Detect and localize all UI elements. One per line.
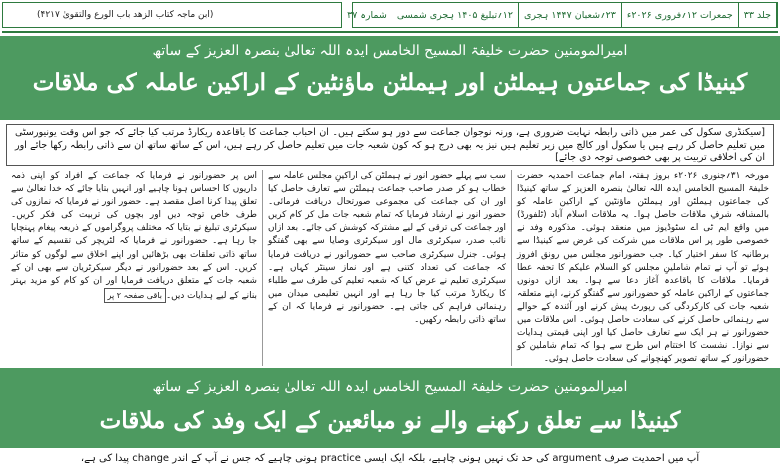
- second-article-lead-line: آپ میں احمدیت صرف argument کی حد تک نہیں ہونی چاہیے، بلکہ ایک ایسی practice ہونی چاہیے کہ جس نے آپ کے اندر change پیدا کی ہے،: [0, 448, 780, 470]
- issue-volume: جلد ۳۳: [739, 3, 777, 27]
- continued-on-page-link[interactable]: باقی صفحہ ۲ پر: [104, 288, 166, 303]
- article-column-left: [6, 170, 262, 366]
- hadith-reference-box: [2, 2, 342, 28]
- issue-number: شمارہ ۳۷: [347, 9, 387, 21]
- issue-date-hijri: ۲۳؍شعبان ۱۴۴۷ ہجری: [519, 3, 622, 27]
- article-headline-banner: [0, 36, 780, 120]
- issue-date-hijri-shamsi: ۱۲؍تبلیغ ۱۴۰۵ ہجری شمسی: [392, 3, 519, 27]
- headline-kicker: امیرالمومنین حضرت خلیفۃ المسیح الخامس ایدہ اللہ تعالیٰ بنصرہ العزیز کے ساتھ: [152, 379, 628, 395]
- column-text: سب سے پہلے حضور انور نے ہیملٹن کی اراکینِ مجلس عاملہ سے خطاب ہو کر صدر صاحب جماعت ہیملٹن سے تعارف حاصل کیا اور ان کی جماعت کی مجموعی صورتحال دریافت فرمائی۔ حضور انور نے ارشاد فرمایا کہ تمام شعبہ جات مل کر کام کریں اور جماعت کی ترقی کے لیے مشترکہ کوشش کی جائے۔ بعد ازاں نائب صدر، سیکرٹری مال اور سیکرٹری وصایا سے بھی گفتگو ہوئی۔ جنرل سیکرٹری صاحب سے حضورانور نے دریافت فرمایا کہ جماعت کی تعداد کتنی ہے اور نماز سینٹر کہاں ہے۔ سیکرٹری تعلیم نے عرض کیا کہ شعبہ تعلیم کی طرف سے طلباء کا ریکارڈ مرتب کیا جا رہا ہے اور انہیں تعلیمی میدان میں رہنمائی فراہم کی جاتی ہے۔ حضورانور نے فرمایا کہ ان کے ساتھ ذاتی رابطہ رکھیں۔: [268, 171, 506, 326]
- column-text: مورخہ ۳۱؍جنوری ۲۰۲۶ء بروز ہفتہ، امام جماعت احمدیہ حضرت خلیفۃ المسیح الخامس ایدہ اللہ تعالیٰ بنصرہ العزیز کے ساتھ کینیڈا کی جماعتوں ہیملٹن اور ہیملٹن ماؤنٹین کے اراکین عاملہ کو بالمشافہ شرفِ ملاقات حاصل ہوا۔ یہ ملاقات اسلام آباد (ٹلفورڈ) میں واقع ایم ٹی اے سٹوڈیوز میں منعقد ہوئی۔ مذکورہ وفد نے خصوصی طور پر اس ملاقات میں شرکت کی غرض سے کینیڈا سے برطانیہ کا سفر اختیار کیا۔ جب حضورانور مجلس میں رونق افروز ہوئے تو آپ نے تمام شاملینِ مجلس کو السلام علیکم کا تحفہ عطا فرمایا۔ ملاقات کا باقاعدہ آغاز دعا سے ہوا۔ بعد ازاں دونوں جماعتوں کے اراکین عاملہ کو حضورانور سے گفتگو کرنے، اپنے متعلقہ شعبہ جات کی کارکردگی کی رپورٹ پیش کرنے اور آئندہ کے حوالے سے رہنمائی حاصل کرنے کی سعادت حاصل ہوئی۔ اس ملاقات میں حضورانور نے ہر ایک سے تعارف حاصل کیا اور اپنی قیمتی ہدایات سے نوازا۔ نشست کا اختتام اس طرح سے ہوا کہ تمام شاملین کو حضورانور کے ساتھ تصویر کھنچوانے کی سعادت حاصل ہوئی۔: [517, 171, 769, 365]
- issue-info-bar: [347, 2, 778, 28]
- intro-summary-box: [سیکنڈری سکول کی عمر میں ذاتی رابطہ نہایت ضروری ہے، ورنہ نوجوان جماعت سے دور ہو سکتے ہیں۔ ان احباب جماعت کا باقاعدہ ریکارڈ مرتب کیا جائے کہ جو اس وقت یونیورسٹی میں تعلیم حاصل کر رہے ہیں یا سکول اور کالج میں زیر تعلیم ہیں نیز یہ بھی درج ہو کہ کون شعبہ جات میں تعلیم حاصل کر رہے ہیں، اس کے ساتھ ساتھ ان سے ذاتی رابطہ رکھا جائے اور ان کی اخلاقی تربیت پر بھی خصوصی توجہ دی جائے]: [6, 124, 774, 166]
- hadith-reference: (ابن ماجہ کتاب الزھد باب الورع والتقویٰ ۴۲۱۷): [37, 10, 214, 20]
- headline-title: کینیڈا سے تعلق رکھنے والے نو مبائعین کے ایک وفد کی ملاقات: [99, 407, 681, 434]
- masthead: [0, 0, 780, 34]
- article-columns: [6, 170, 774, 366]
- column-text: [11, 170, 257, 303]
- issue-date-gregorian: جمعرات ۱۲؍فروری ۲۰۲۶ء: [622, 3, 739, 27]
- headline-title: کینیڈا کی جماعتوں ہیملٹن اور ہیملٹن ماؤنٹین کے اراکین عاملہ کی ملاقات: [32, 69, 748, 96]
- article-column-right: [512, 170, 774, 366]
- article-column-middle: [262, 170, 512, 366]
- masthead-rule: [2, 31, 778, 33]
- column-text-body: اس پر حضورانور نے فرمایا کہ جماعت کے افراد کو اپنی ذمہ داریوں کا احساس ہونا چاہیے اور انہیں بتایا جائے کہ خدا تعالیٰ سے تعلق پیدا کرنا اصل مقصد ہے۔ حضور انور نے فرمایا کہ نمازوں کی طرف خاص توجہ دیں اور بچوں کی تربیت کی فکر کریں۔ سیکرٹری تبلیغ نے بتایا کہ مختلف پروگراموں کے ذریعہ پیغام پہنچایا جا رہا ہے۔ حضورانور نے فرمایا کہ لٹریچر کی تقسیم کے ساتھ ساتھ ذاتی تعلقات بھی بڑھائیں اور اپنے اخلاق سے لوگوں کو متاثر کریں۔ اس کے بعد حضورانور نے دیگر سیکرٹریان سے بھی ان کے شعبہ جات کے متعلق دریافت فرمایا اور ان کو کام کو مزید بہتر بنانے کے لیے ہدایات دیں۔: [11, 171, 257, 301]
- headline-kicker: امیرالمومنین حضرت خلیفۃ المسیح الخامس ایدہ اللہ تعالیٰ بنصرہ العزیز کے ساتھ: [152, 43, 628, 59]
